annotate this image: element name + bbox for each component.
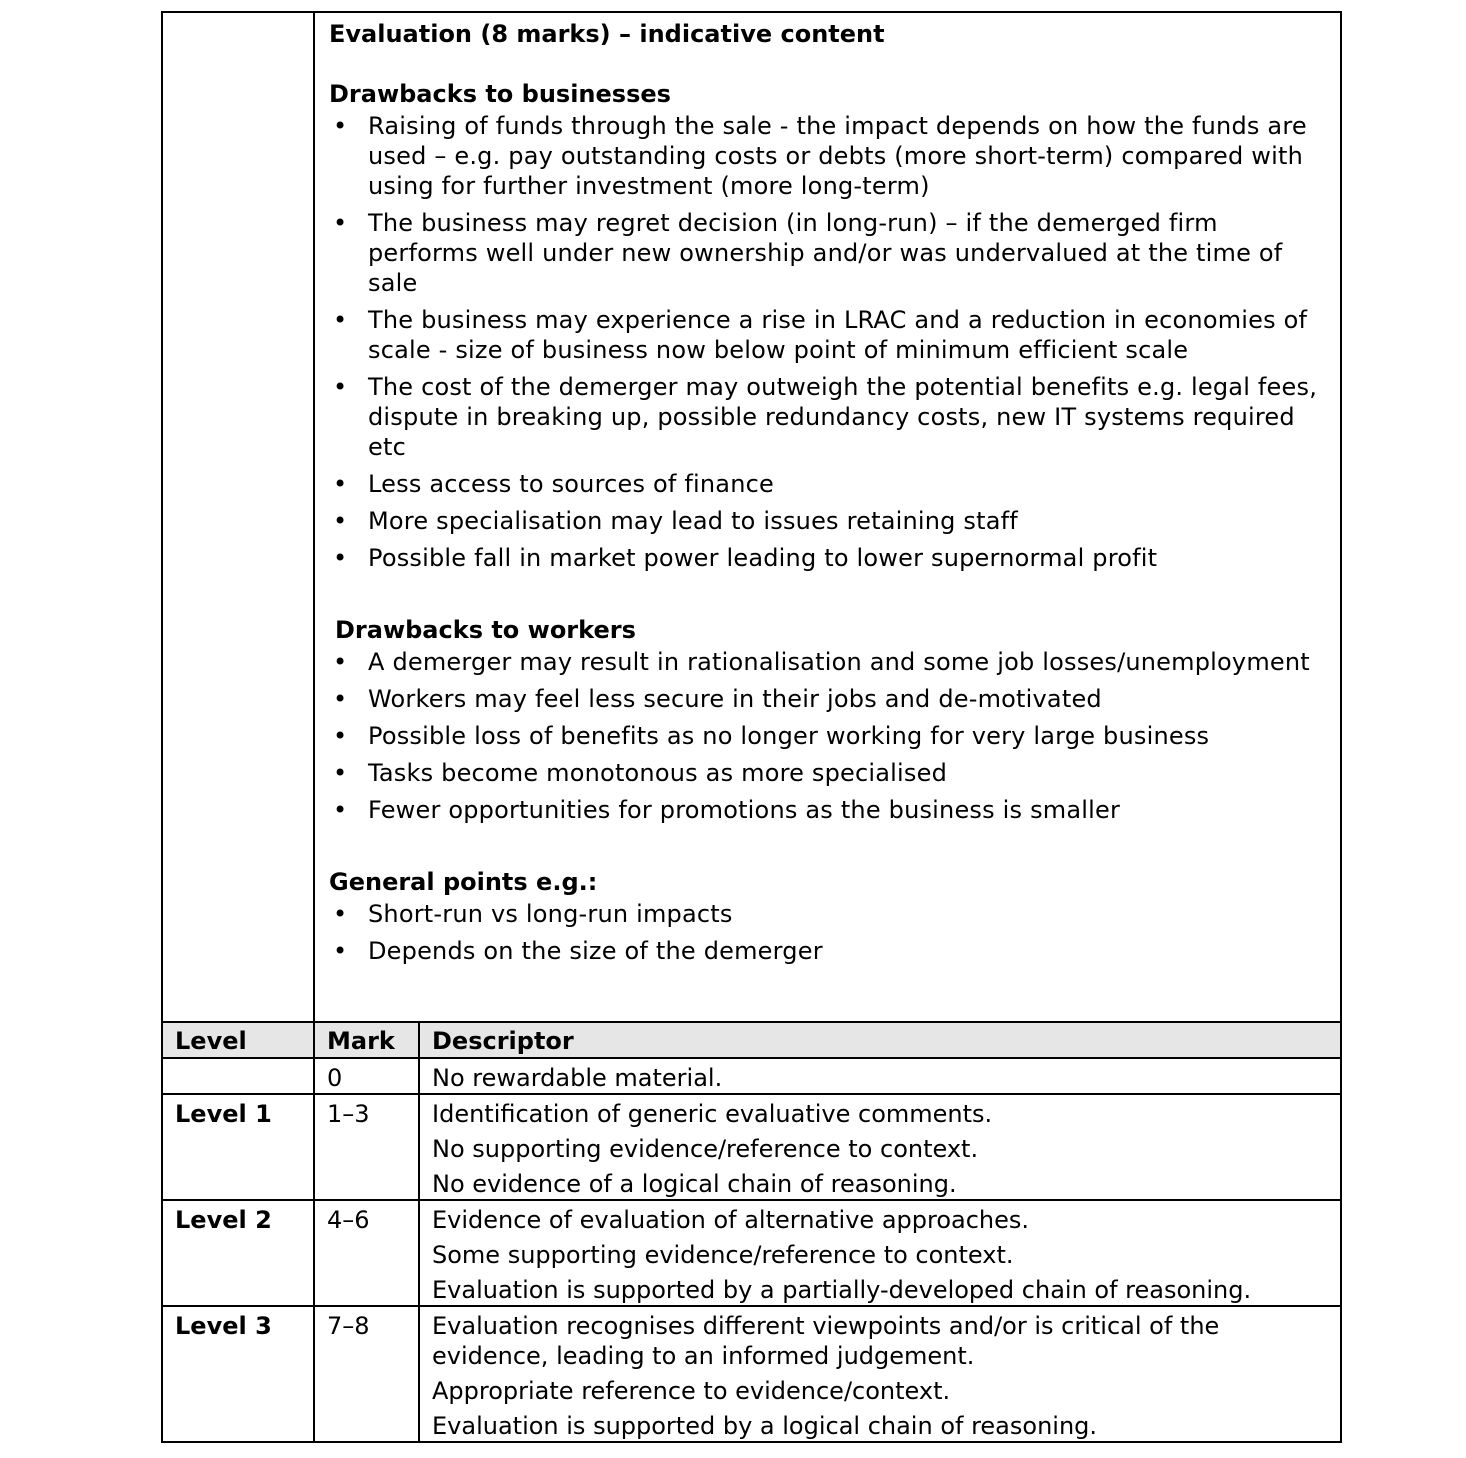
- descriptor-cell: [419, 1306, 1341, 1442]
- list-item: • Possible fall in market power leading to lower supernormal profit: [329, 543, 1328, 573]
- header-mark: Mark: [314, 1022, 419, 1058]
- mark-cell: 0: [314, 1058, 419, 1094]
- section-workers: [329, 613, 1328, 825]
- list-item: • Raising of funds through the sale - the impact depends on how the funds are used – e.g. pay outstanding costs or debts (more short-term) compared with using for further investment (more long-term): [329, 111, 1328, 201]
- mark-scheme-document: [161, 11, 1342, 1443]
- descriptor-line: Appropriate reference to evidence/context.: [432, 1377, 951, 1405]
- mark-cell: 4–6: [314, 1200, 419, 1306]
- section-heading: General points e.g.:: [329, 868, 598, 896]
- descriptor-line: Identification of generic evaluative comments.: [432, 1100, 993, 1128]
- level-cell: Level 2: [162, 1200, 314, 1306]
- descriptor-line: No supporting evidence/reference to context.: [432, 1135, 979, 1163]
- indicative-title: Evaluation (8 marks) – indicative content: [329, 20, 885, 48]
- header-descriptor: Descriptor: [419, 1022, 1341, 1058]
- list-item: • More specialisation may lead to issues retaining staff: [329, 506, 1328, 536]
- section-general: [329, 865, 1328, 966]
- section-businesses: [329, 77, 1328, 573]
- bullet-list: [329, 647, 1328, 825]
- section-heading: Drawbacks to businesses: [329, 80, 671, 108]
- table-row: [162, 1058, 1341, 1094]
- mark-cell: 1–3: [314, 1094, 419, 1200]
- table-row: [162, 1200, 1341, 1306]
- descriptor-line: Evaluation is supported by a partially-developed chain of reasoning.: [432, 1276, 1252, 1304]
- mark-cell: 7–8: [314, 1306, 419, 1442]
- levels-header-row: [162, 1022, 1341, 1058]
- descriptor-cell: [419, 1058, 1341, 1094]
- indicative-content-row: [162, 12, 1341, 1022]
- descriptor-cell: [419, 1094, 1341, 1200]
- descriptor-line: Some supporting evidence/reference to context.: [432, 1241, 1014, 1269]
- empty-left-cell: [162, 12, 314, 1022]
- indicative-content-cell: [314, 12, 1341, 1022]
- level-cell: Level 3: [162, 1306, 314, 1442]
- descriptor-line: Evidence of evaluation of alternative approaches.: [432, 1206, 1030, 1234]
- list-item: • The business may regret decision (in long-run) – if the demerged firm performs well under new ownership and/or was undervalued at the time of sale: [329, 208, 1328, 298]
- bullet-list: [329, 111, 1328, 573]
- list-item: • The business may experience a rise in LRAC and a reduction in economies of scale - size of business now below point of minimum efficient scale: [329, 305, 1328, 365]
- descriptor-line: No evidence of a logical chain of reasoning.: [432, 1170, 957, 1198]
- list-item: • Depends on the size of the demerger: [329, 936, 1328, 966]
- list-item: • A demerger may result in rationalisation and some job losses/unemployment: [329, 647, 1328, 677]
- list-item: • Short-run vs long-run impacts: [329, 899, 1328, 929]
- list-item: • Possible loss of benefits as no longer working for very large business: [329, 721, 1328, 751]
- bullet-list: [329, 899, 1328, 966]
- level-cell: [162, 1058, 314, 1094]
- list-item: • The cost of the demerger may outweigh the potential benefits e.g. legal fees, dispute in breaking up, possible redundancy costs, new IT systems required etc: [329, 372, 1328, 462]
- descriptor-cell: [419, 1200, 1341, 1306]
- descriptor-line: No rewardable material.: [432, 1064, 723, 1092]
- list-item: • Workers may feel less secure in their jobs and de-motivated: [329, 684, 1328, 714]
- mark-scheme-table: [161, 11, 1342, 1443]
- level-cell: Level 1: [162, 1094, 314, 1200]
- table-row: [162, 1306, 1341, 1442]
- header-level: Level: [162, 1022, 314, 1058]
- list-item: • Tasks become monotonous as more specialised: [329, 758, 1328, 788]
- descriptor-line: Evaluation recognises different viewpoints and/or is critical of the evidence, leading to an informed judgement.: [432, 1312, 1220, 1370]
- list-item: • Less access to sources of finance: [329, 469, 1328, 499]
- list-item: • Fewer opportunities for promotions as the business is smaller: [329, 795, 1328, 825]
- section-heading: Drawbacks to workers: [335, 616, 636, 644]
- table-row: [162, 1094, 1341, 1200]
- descriptor-line: Evaluation is supported by a logical chain of reasoning.: [432, 1412, 1098, 1440]
